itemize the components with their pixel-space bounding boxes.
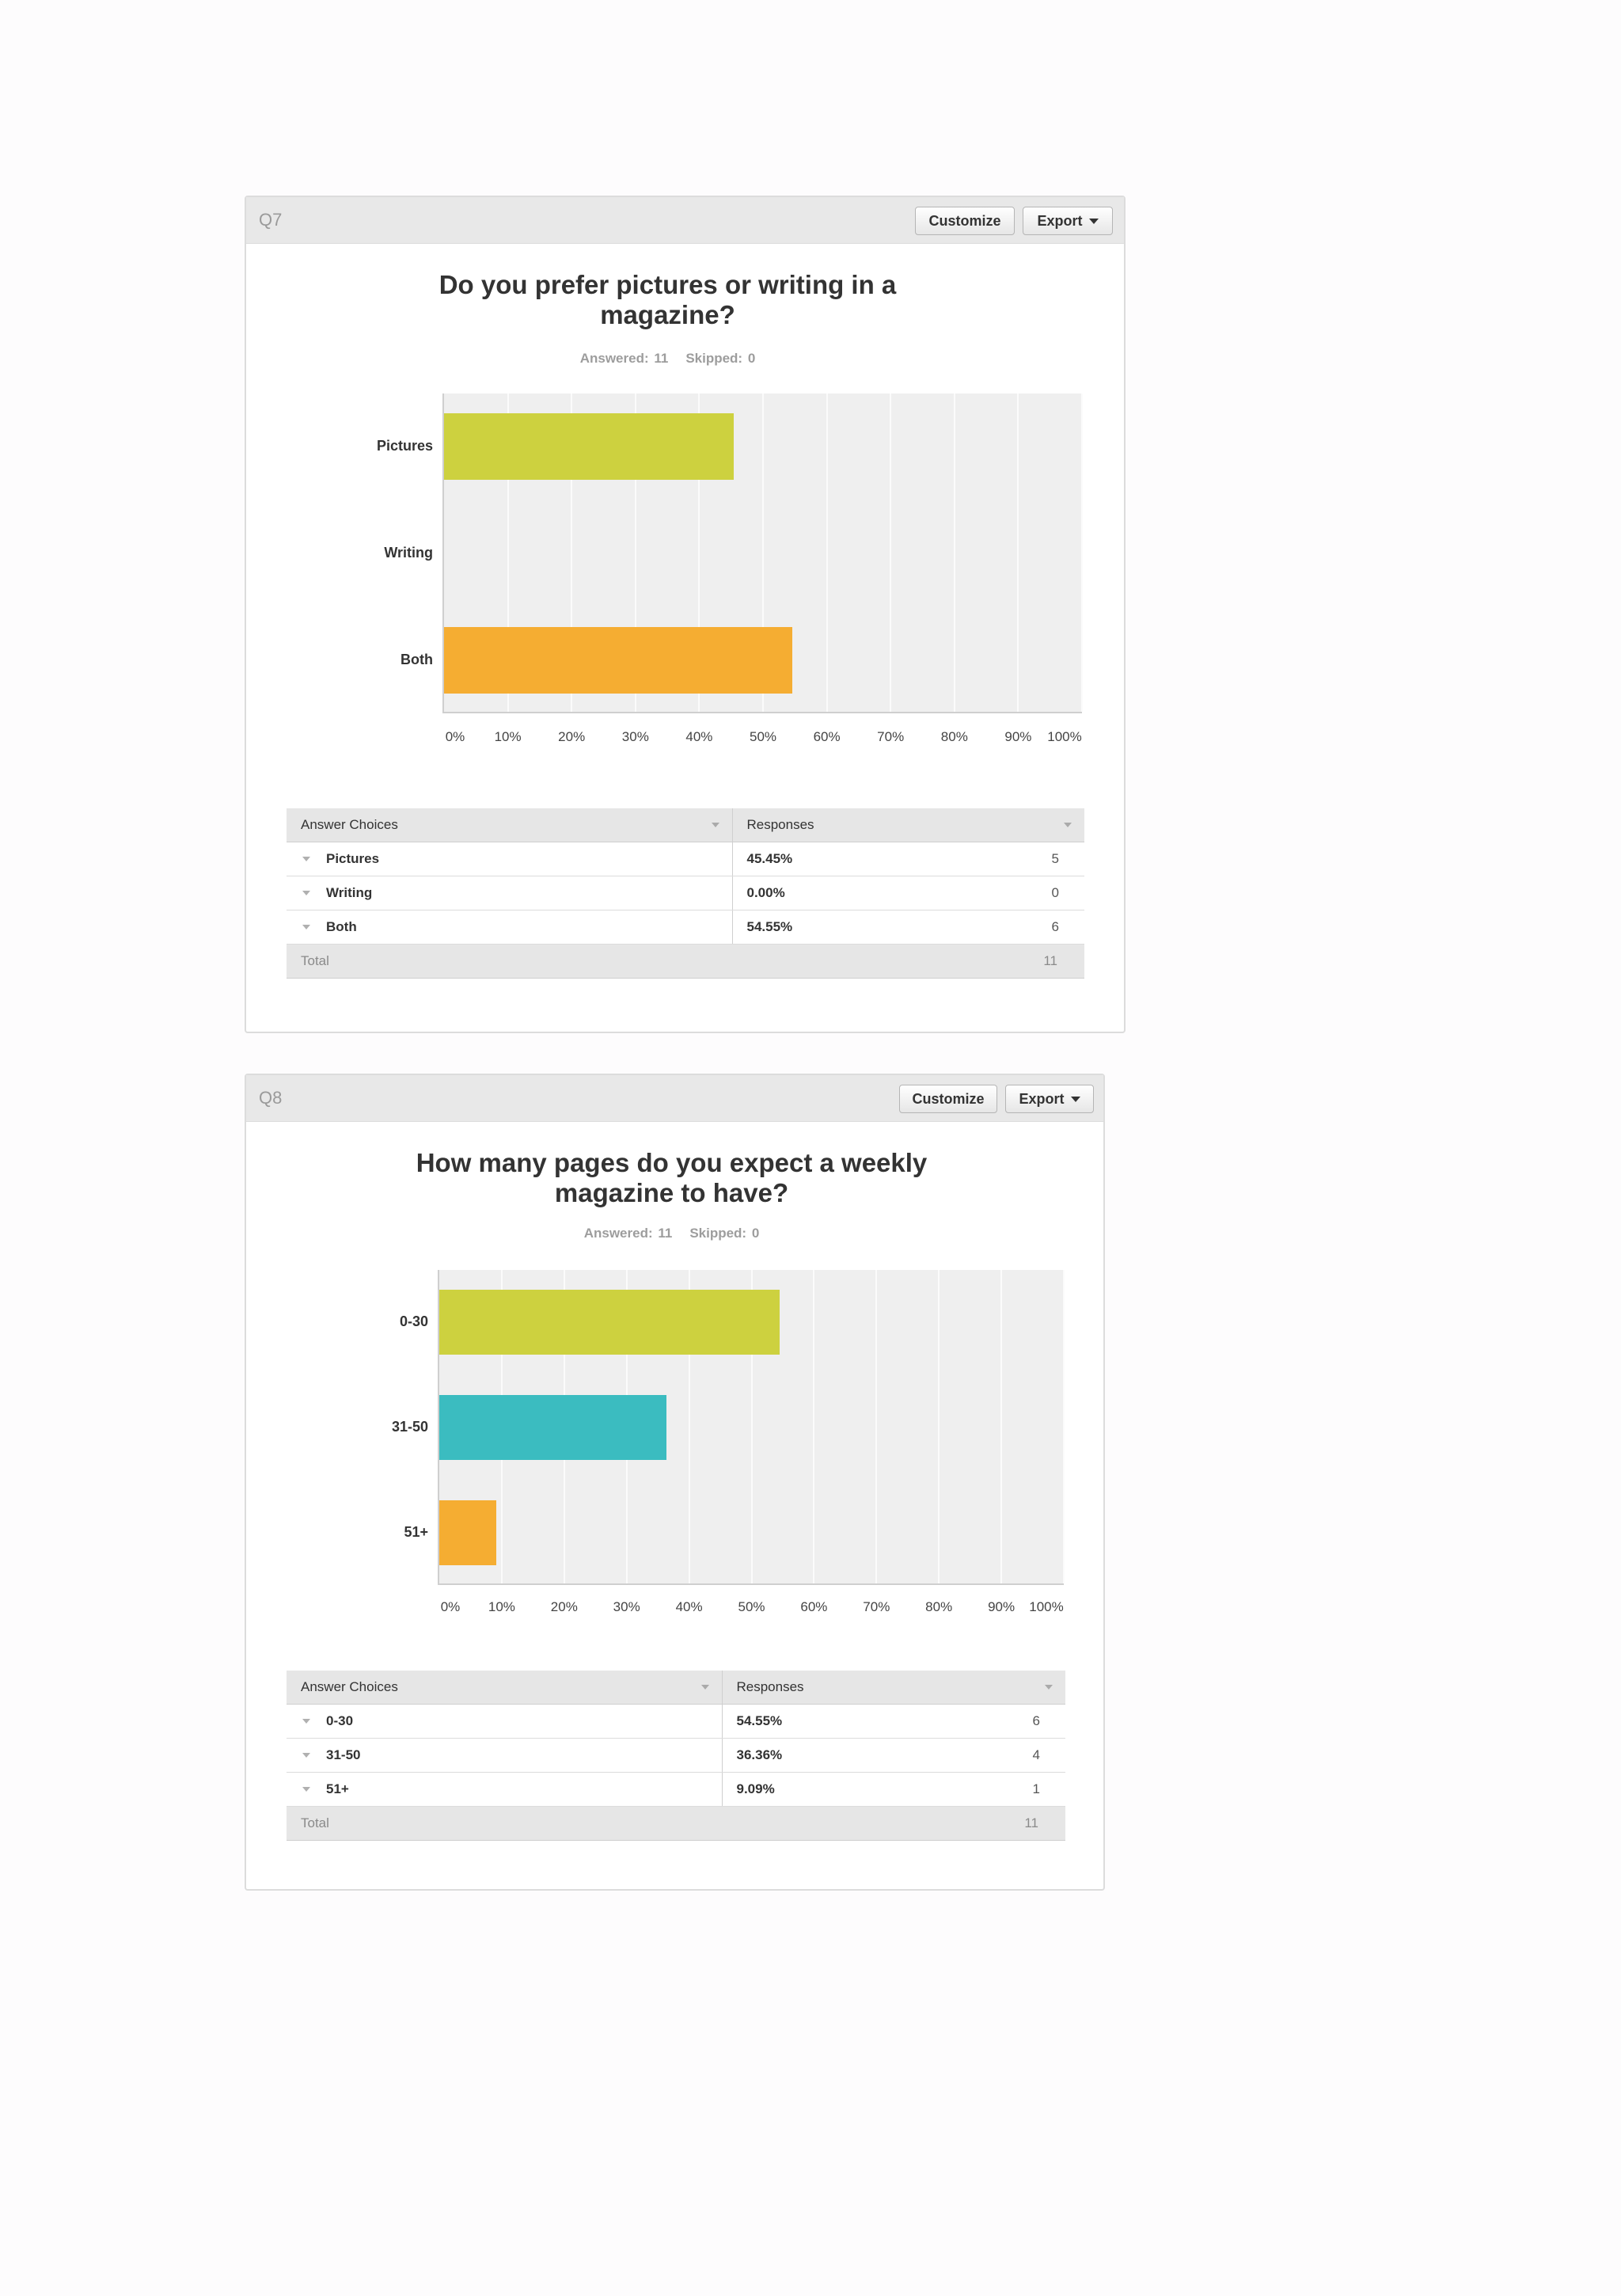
export-button[interactable] <box>1005 1085 1094 1113</box>
x-tick-label: 60% <box>800 1599 828 1614</box>
table-header-row <box>287 808 1084 842</box>
category-label: Pictures <box>376 438 433 454</box>
response-summary <box>240 1226 1103 1241</box>
gridline <box>890 393 891 712</box>
x-tick-label: 60% <box>813 729 841 744</box>
question-card-q7 <box>245 196 1126 1033</box>
response-percent: 9.09% <box>736 1781 775 1796</box>
chevron-down-icon[interactable] <box>302 1719 310 1724</box>
category-label: 51+ <box>404 1523 428 1540</box>
x-tick-label: 80% <box>940 729 968 744</box>
bar-31-50[interactable] <box>439 1395 666 1460</box>
sort-arrow-icon <box>712 823 719 827</box>
answer-choice-cell <box>287 910 732 945</box>
answer-choices-header-label: Answer Choices <box>301 817 398 832</box>
total-value: 11 <box>1043 953 1057 968</box>
responses-header[interactable] <box>722 1671 1065 1705</box>
export-button-label: Export <box>1037 212 1083 229</box>
category-label: 0-30 <box>399 1313 428 1330</box>
response-cell <box>732 842 1084 876</box>
x-tick-label: 40% <box>675 1599 703 1614</box>
response-cell <box>722 1773 1065 1807</box>
response-count: 0 <box>1051 885 1059 900</box>
x-tick-label: 100% <box>1029 1599 1064 1614</box>
answer-choice-cell <box>287 1739 722 1773</box>
category-label: Both <box>401 651 433 667</box>
x-tick-label: 0% <box>440 1599 461 1614</box>
total-row <box>287 1807 1065 1841</box>
x-tick-label: 90% <box>988 1599 1015 1614</box>
responses-header[interactable] <box>732 808 1084 842</box>
response-percent: 36.36% <box>736 1747 783 1762</box>
x-tick-label: 20% <box>550 1599 578 1614</box>
answer-choice-label: Both <box>326 919 357 934</box>
answer-choice-label: Writing <box>326 885 373 900</box>
customize-button[interactable] <box>899 1085 997 1113</box>
sort-arrow-icon <box>1064 823 1072 827</box>
answer-choice-cell <box>287 842 732 876</box>
plot-area <box>442 393 1082 713</box>
total-row <box>287 945 1084 979</box>
question-title <box>211 270 1124 330</box>
x-tick-label: 20% <box>558 729 586 744</box>
response-cell <box>732 910 1084 945</box>
sort-arrow-icon <box>1045 1685 1053 1690</box>
gridline <box>826 393 828 712</box>
question-title-line-1: Do you prefer pictures or writing in a <box>438 270 897 299</box>
table-row <box>287 1773 1065 1807</box>
x-tick-label: 80% <box>925 1599 953 1614</box>
x-tick-label: 50% <box>738 1599 765 1614</box>
responses-table <box>287 1671 1065 1841</box>
answer-choices-header[interactable] <box>287 1671 722 1705</box>
chevron-down-icon[interactable] <box>302 925 310 929</box>
x-tick-label: 90% <box>1004 729 1032 744</box>
card-header <box>246 197 1124 244</box>
x-tick-label: 40% <box>685 729 713 744</box>
total-value: 11 <box>1024 1815 1038 1830</box>
question-number: Q8 <box>259 1088 283 1108</box>
answered-count: Answered: 11 <box>583 1226 673 1241</box>
chevron-down-icon[interactable] <box>302 1753 310 1758</box>
question-card-q8 <box>245 1074 1105 1891</box>
responses-header-label: Responses <box>736 1679 804 1694</box>
table-row <box>287 910 1084 945</box>
sort-arrow-icon <box>701 1685 709 1690</box>
chevron-down-icon[interactable] <box>302 1787 310 1792</box>
customize-button-label: Customize <box>928 212 1001 229</box>
answer-choice-label: 51+ <box>326 1781 349 1796</box>
x-tick-label: 10% <box>488 1599 515 1614</box>
table-row <box>287 1705 1065 1739</box>
response-count: 1 <box>1032 1781 1040 1796</box>
bar-both[interactable] <box>444 627 792 694</box>
response-percent: 54.55% <box>736 1713 783 1728</box>
answer-choices-header[interactable] <box>287 808 732 842</box>
customize-button[interactable] <box>915 207 1015 235</box>
table-row <box>287 876 1084 910</box>
response-percent: 54.55% <box>746 919 793 934</box>
response-summary <box>211 351 1124 367</box>
total-cell <box>287 945 1084 979</box>
total-label: Total <box>301 1815 329 1830</box>
bar-0-30[interactable] <box>439 1290 780 1355</box>
skipped-count: Skipped: 0 <box>689 1226 760 1241</box>
total-label: Total <box>301 953 329 968</box>
response-percent: 45.45% <box>746 851 793 866</box>
chevron-down-icon <box>1089 219 1099 224</box>
question-title-line-1: How many pages do you expect a weekly <box>416 1148 928 1177</box>
question-title <box>240 1148 1103 1208</box>
answer-choice-cell <box>287 1705 722 1739</box>
gridline <box>1063 1270 1065 1583</box>
gridline <box>1017 393 1019 712</box>
table-header-row <box>287 1671 1065 1705</box>
gridline <box>938 1270 940 1583</box>
gridline <box>875 1270 877 1583</box>
table-row <box>287 842 1084 876</box>
answer-choice-label: 0-30 <box>326 1713 354 1728</box>
response-percent: 0.00% <box>746 885 785 900</box>
skipped-count: Skipped: 0 <box>685 351 756 366</box>
x-tick-label: 70% <box>863 1599 890 1614</box>
answer-choice-label: Pictures <box>326 851 380 866</box>
question-title-line-2: magazine to have? <box>554 1178 789 1207</box>
responses-header-label: Responses <box>746 817 814 832</box>
response-count: 5 <box>1051 851 1059 866</box>
question-number: Q7 <box>259 210 283 230</box>
responses-table <box>287 808 1084 979</box>
response-cell <box>722 1705 1065 1739</box>
response-count: 4 <box>1032 1747 1040 1762</box>
x-tick-label: 30% <box>621 729 649 744</box>
bar-51-[interactable] <box>439 1500 496 1565</box>
response-cell <box>722 1739 1065 1773</box>
total-cell <box>287 1807 1065 1841</box>
card-header <box>246 1075 1103 1122</box>
x-tick-label: 70% <box>877 729 905 744</box>
chevron-down-icon[interactable] <box>302 857 310 861</box>
answer-choices-header-label: Answer Choices <box>301 1679 398 1694</box>
answer-choice-cell <box>287 1773 722 1807</box>
response-cell <box>732 876 1084 910</box>
chevron-down-icon[interactable] <box>302 891 310 895</box>
answered-count: Answered: 11 <box>579 351 669 366</box>
x-tick-label: 10% <box>494 729 522 744</box>
x-tick-label: 30% <box>613 1599 640 1614</box>
export-button-label: Export <box>1019 1090 1065 1107</box>
gridline <box>954 393 955 712</box>
x-tick-label: 100% <box>1047 729 1082 744</box>
category-label: 31-50 <box>391 1419 428 1435</box>
chevron-down-icon <box>1071 1097 1080 1102</box>
bar-pictures[interactable] <box>444 413 734 480</box>
plot-area <box>438 1270 1064 1585</box>
response-count: 6 <box>1032 1713 1040 1728</box>
export-button[interactable] <box>1023 207 1113 235</box>
customize-button-label: Customize <box>912 1090 985 1107</box>
category-label: Writing <box>384 545 433 561</box>
question-title-line-2: magazine? <box>600 300 735 329</box>
gridline <box>1081 393 1083 712</box>
gridline <box>813 1270 814 1583</box>
answer-choice-cell <box>287 876 732 910</box>
table-row <box>287 1739 1065 1773</box>
response-count: 6 <box>1051 919 1059 934</box>
x-tick-label: 50% <box>749 729 777 744</box>
x-tick-label: 0% <box>445 729 465 744</box>
gridline <box>1000 1270 1002 1583</box>
answer-choice-label: 31-50 <box>326 1747 361 1762</box>
